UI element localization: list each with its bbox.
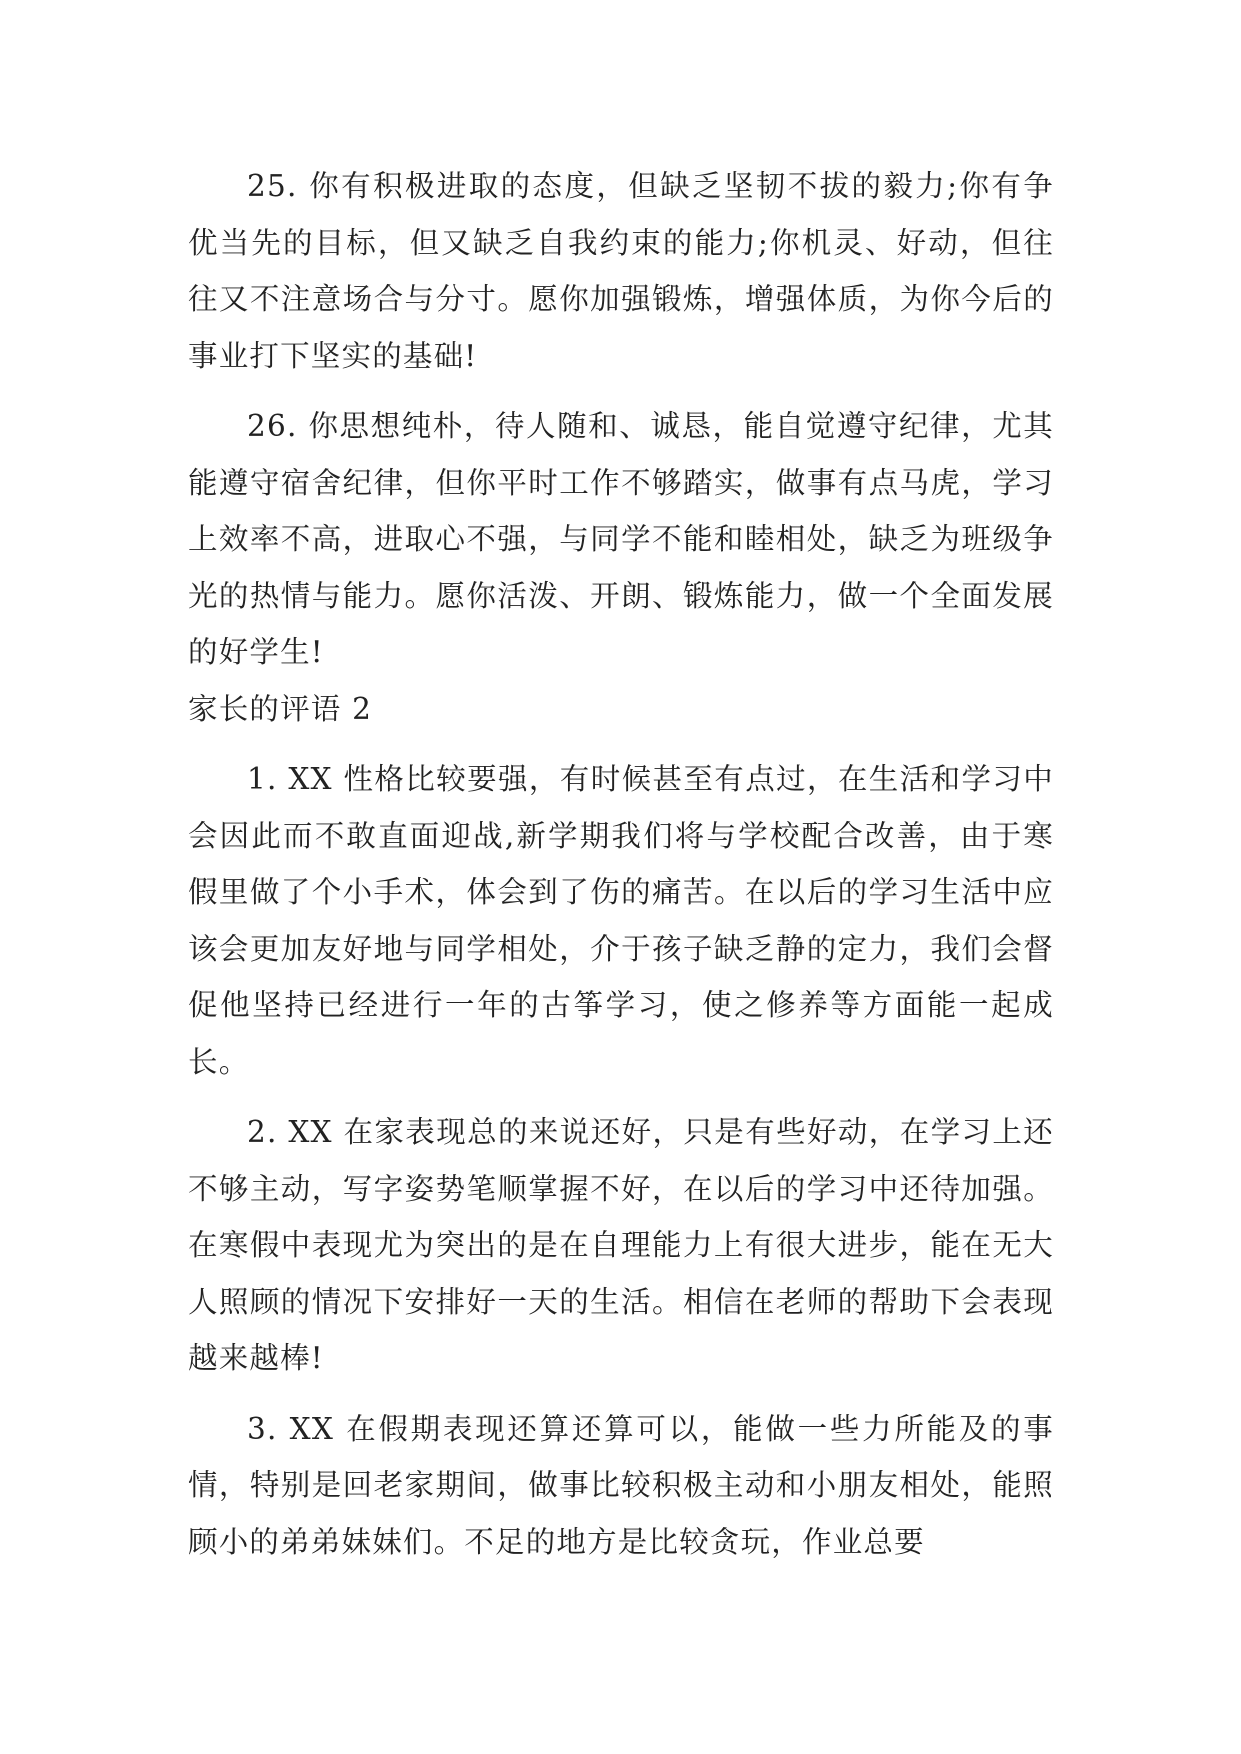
paragraph-gap bbox=[188, 737, 1054, 751]
paragraph-25: 25. 你有积极进取的态度，但缺乏坚韧不拔的毅力;你有争优当先的目标，但又缺乏自我约束的能力;你机灵、好动，但往往又不注意场合与分寸。愿你加强锻炼，增强体质，为你今后的事业打下坚实的基础! bbox=[188, 169, 1054, 373]
paragraph-gap bbox=[188, 1387, 1054, 1401]
paragraph-gap bbox=[188, 1090, 1054, 1104]
section-heading: 家长的评语 2 bbox=[188, 691, 373, 726]
paragraph-3: 3. XX 在假期表现还算还算可以，能做一些力所能及的事情，特别是回老家期间，做事比较积极主动和小朋友相处，能照顾小的弟弟妹妹们。不足的地方是比较贪玩，作业总要 bbox=[188, 1411, 1054, 1559]
paragraph-1: 1. XX 性格比较要强，有时候甚至有点过，在生活和学习中会因此而不敢直面迎战,新学期我们将与学校配合改善，由于寒假里做了个小手术，体会到了伤的痛苦。在以后的学习生活中应该会更加友好地与同学相处，介于孩子缺乏静的定力，我们会督促他坚持已经进行一年的古筝学习，使之修养等方面能一起成长。 bbox=[188, 762, 1054, 1079]
paragraph-26: 26. 你思想纯朴，待人随和、诚恳，能自觉遵守纪律，尤其能遵守宿舍纪律，但你平时工作不够踏实，做事有点马虎，学习上效率不高，进取心不强，与同学不能和睦相处，缺乏为班级争光的热情与能力。愿你活泼、开朗、锻炼能力，做一个全面发展的好学生! bbox=[188, 409, 1054, 669]
document-page bbox=[188, 158, 1054, 1570]
paragraph-gap bbox=[188, 384, 1054, 398]
paragraph-2: 2. XX 在家表现总的来说还好，只是有些好动，在学习上还不够主动，写字姿势笔顺掌握不好，在以后的学习中还待加强。在寒假中表现尤为突出的是在自理能力上有很大进步，能在无大人照顾的情况下安排好一天的生活。相信在老师的帮助下会表现越来越棒! bbox=[188, 1115, 1054, 1375]
